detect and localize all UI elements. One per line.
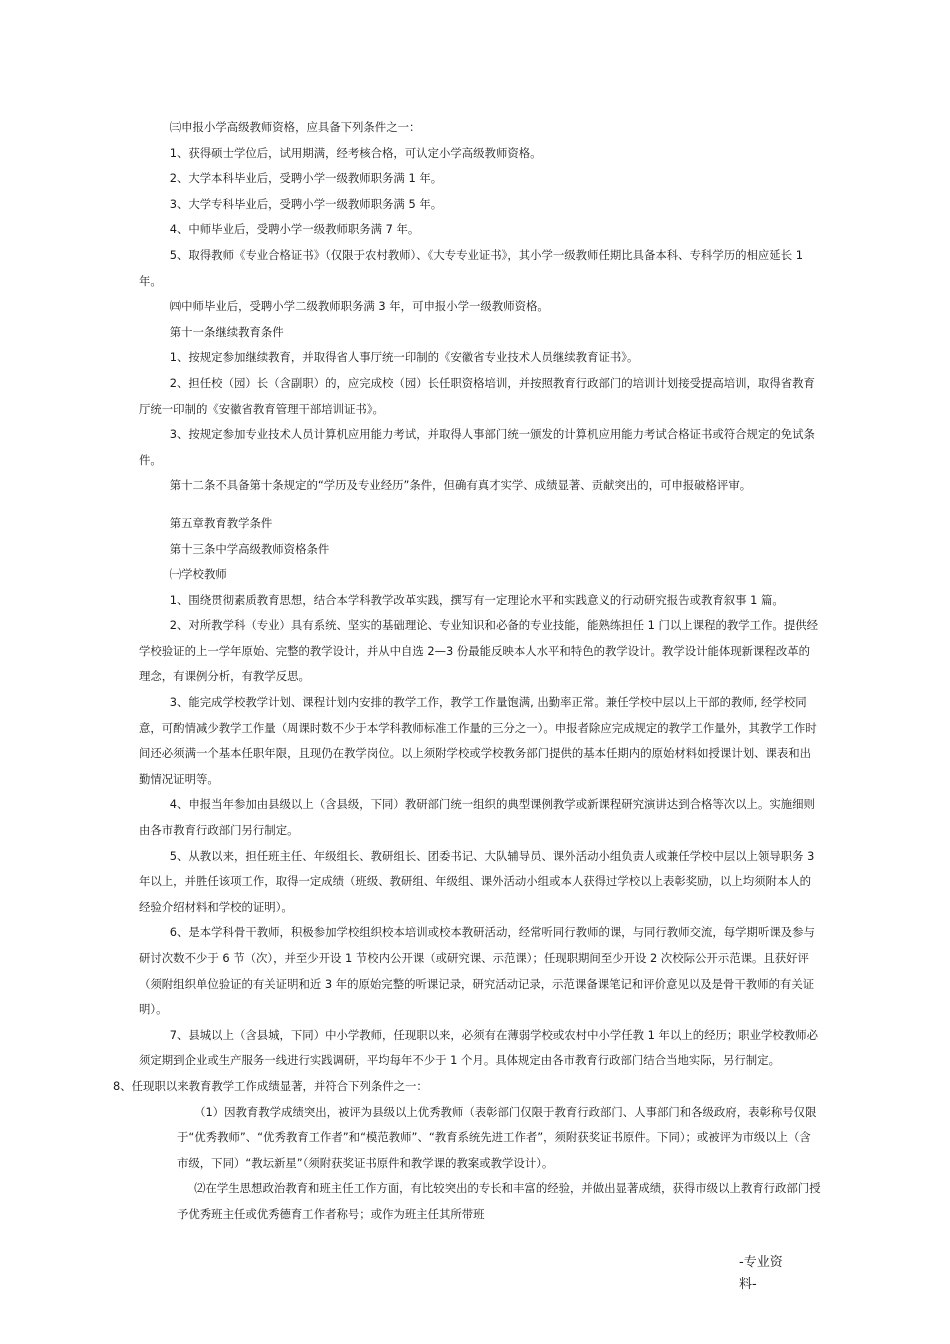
footer-line: -专业资 (739, 1255, 783, 1270)
paragraph: 1、获得硕士学位后，试用期满，经考核合格，可认定小学高级教师资格。 (169, 145, 542, 160)
paragraph: 6、是本学科骨干教师，积极参加学校组织校本培训或校本教研活动，经常听同行教师的课，与同行教师交流，每学期听课及参与研讨次数不少于 6 节（次），并至少开设 1 节校内公开课（或研究课、示范课）；任现职期间至少开设 2 次校际公开示范课。且获好评（须附组织单位验证的有关证明和近 3 年的原始完整的听课记录，研究活动记录，示范课备课笔记和评价意见以及是骨干教师的有关证明）。 (139, 925, 815, 1017)
section-heading: 第十一条继续教育条件 (169, 324, 284, 339)
paragraph: 2、大学本科毕业后，受聘小学一级教师职务满 1 年。 (169, 171, 443, 186)
paragraph: 5、从教以来，担任班主任、年级组长、教研组长、团委书记、大队辅导员、课外活动小组负责人或兼任学校中层以上领导职务 3 年以上，并胜任该项工作，取得一定成绩（班级、教研组、年级组、课外活动小组或本人获得过学校以上表彰奖励，以上均须附本人的经验介绍材料和学校的证明）。 (139, 848, 815, 914)
document-body (113, 115, 821, 1228)
paragraph: 4、中师毕业后，受聘小学一级教师职务满 7 年。 (169, 222, 420, 237)
paragraph: 4、申报当年参加由县级以上（含县级，下同）教研部门统一组织的典型课例教学或新课程研究演讲达到合格等次以上。实施细则由各市教育行政部门另行制定。 (139, 797, 815, 838)
paragraph: 第十二条不具备第十条规定的“学历及专业经历”条件，但确有真才实学、成绩显著、贡献突出的，可申报破格评审。 (169, 478, 752, 493)
paragraph: ㈢申报小学高级教师资格，应具备下列条件之一： (169, 120, 421, 134)
paragraph: 1、围绕贯彻素质教育思想，结合本学科教学改革实践，撰写有一定理论水平和实践意义的行动研究报告或教育叙事 1 篇。 (169, 592, 784, 607)
paragraph: 8、任现职以来教育教学工作成绩显著，并符合下列条件之一： (113, 1078, 428, 1093)
paragraph: 3、能完成学校教学计划、课程计划内安排的教学工作，教学工作量饱满, 出勤率正常。兼任学校中层以上干部的教师, 经学校同意，可酌情减少教学工作量（周课时数不少于本学科教师标准工作量的三分之一）。申报者除应完成规定的教学工作量外，其教学工作时间还必须满一个基本任职年限，且现仍在教学岗位。以上须附学校或学校教务部门提供的基本任期内的原始材料如授课计划、课表和出勤情况证明等。 (139, 695, 817, 786)
paragraph: （1）因教育教学成绩突出，被评为县级以上优秀教师（表彰部门仅限于教育行政部门、人事部门和各级政府，表彰称号仅限于“优秀教师”、“优秀教育工作者”和“模范教师”、“教育系统先进工作者”，须附获奖证书原件。下同）；或被评为市级以上（含市级，下同）“教坛新星”（须附获奖证书原件和教学课的教案或教学设计）。 (177, 1104, 817, 1170)
paragraph: 1、按规定参加继续教育，并取得省人事厅统一印制的《安徽省专业技术人员继续教育证书》。 (169, 350, 639, 365)
section-heading: 第十三条中学高级教师资格条件 (169, 541, 330, 556)
paragraph: 7、县城以上（含县城，下同）中小学教师，任现职以来，必须有在薄弱学校或农村中小学任教 1 年以上的经历；职业学校教师必须定期到企业或生产服务一线进行实践调研，平均每年不少于 1 个月。具体规定由各市教育行政部门结合当地实际，另行制定。 (139, 1027, 818, 1068)
spacer (139, 499, 821, 511)
paragraph: 2、对所教学科（专业）具有系统、坚实的基础理论、专业知识和必备的专业技能，能熟练担任 1 门以上课程的教学工作。提供经学校验证的上一学年原始、完整的教学设计，并从中自选 2—3 份最能反映本人水平和特色的教学设计。教学设计能体现新课程改革的理念，有课例分析，有教学反思。 (139, 618, 818, 684)
paragraph: 3、按规定参加专业技术人员计算机应用能力考试，并取得人事部门统一颁发的计算机应用能力考试合格证书或符合规定的免试条件。 (139, 427, 815, 467)
subsection-heading: ㈠学校教师 (169, 567, 227, 582)
paragraph: ㈣中师毕业后，受聘小学二级教师职务满 3 年，可申报小学一级教师资格。 (169, 299, 549, 314)
page-footer (739, 1252, 783, 1296)
paragraph: 3、大学专科毕业后，受聘小学一级教师职务满 5 年。 (169, 196, 443, 211)
paragraph: ⑵在学生思想政治教育和班主任工作方面，有比较突出的专长和丰富的经验，并做出显著成绩，获得市级以上教育行政部门授予优秀班主任或优秀德育工作者称号；或作为班主任其所带班 (177, 1181, 821, 1221)
paragraph: 2、担任校（园）长（含副职）的，应完成校（园）长任职资格培训，并按照教育行政部门的培训计划接受提高培训，取得省教育厅统一印制的《安徽省教育管理干部培训证书》。 (139, 375, 815, 416)
paragraph: 5、取得教师《专业合格证书》（仅限于农村教师）、《大专专业证书》，其小学一级教师任期比具备本科、专科学历的相应延长 1 年。 (139, 247, 803, 288)
footer-line: 料- (739, 1277, 757, 1292)
chapter-heading: 第五章教育教学条件 (169, 515, 273, 530)
